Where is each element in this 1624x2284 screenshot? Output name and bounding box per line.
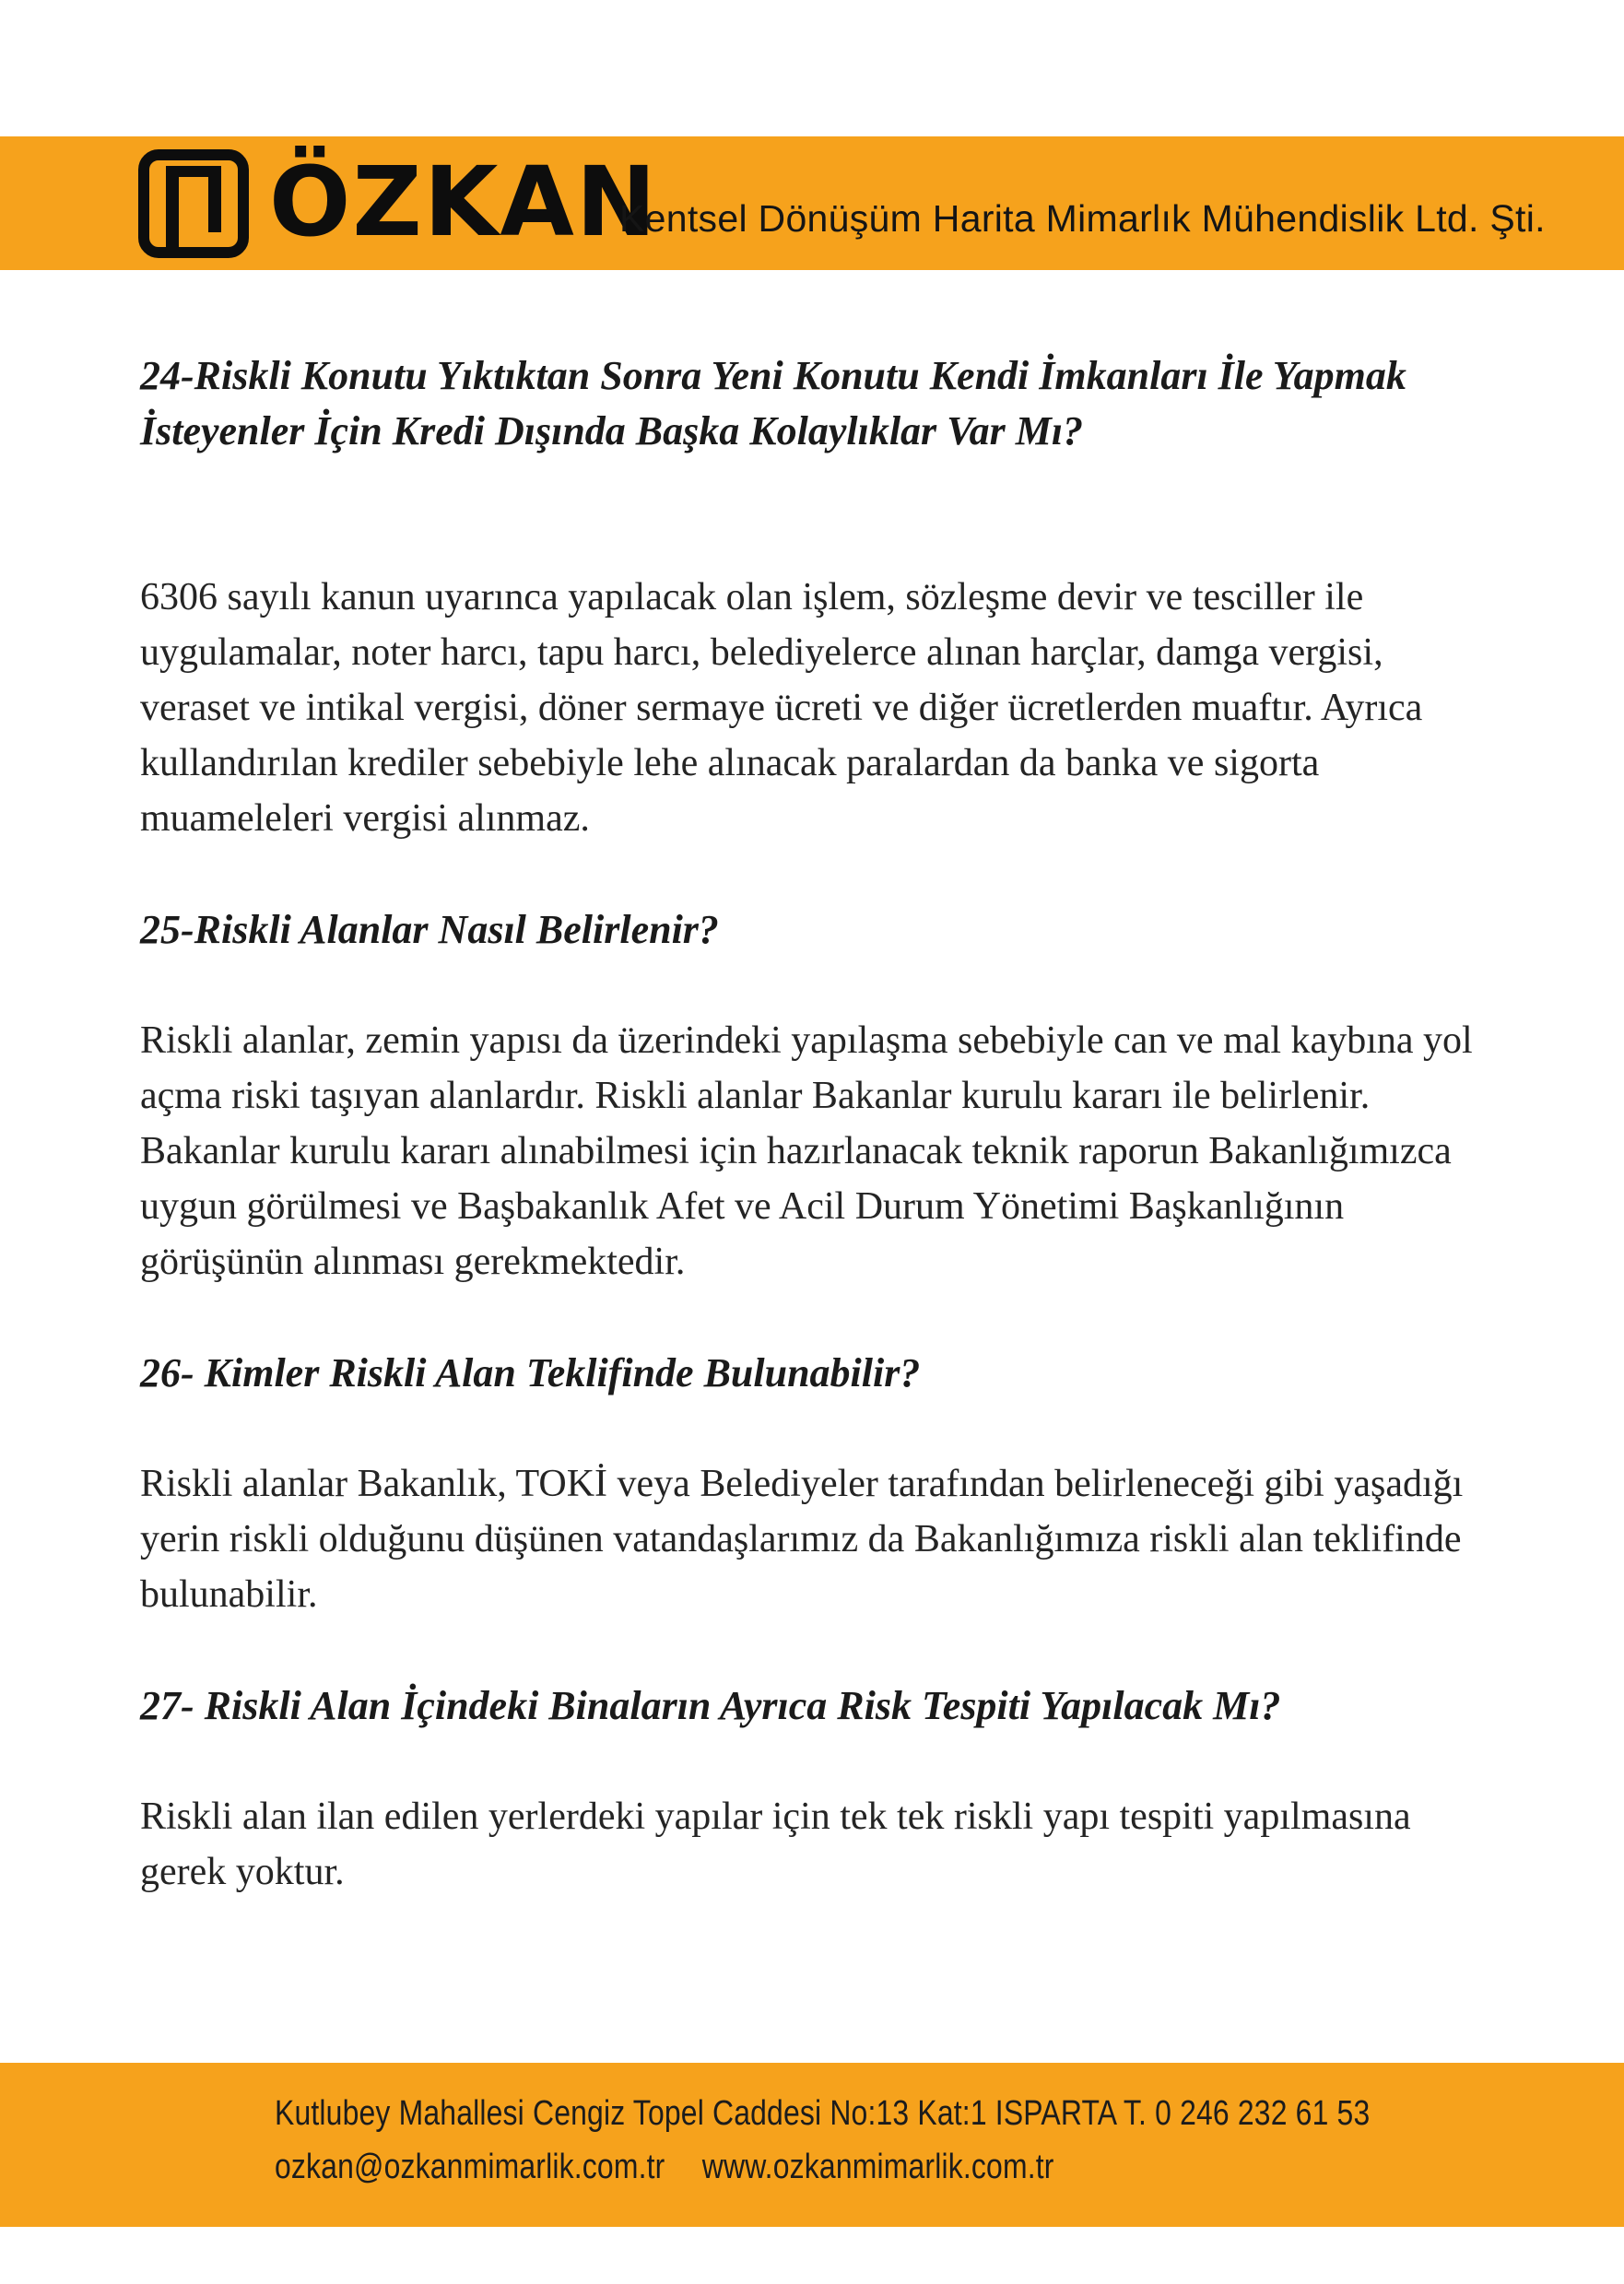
header-band [0, 136, 1624, 270]
footer-contact [275, 2144, 1054, 2190]
question-heading: 26- Kimler Riskli Alan Teklifinde Bulunabilir? [140, 1350, 921, 1395]
footer-band [0, 2063, 1624, 2227]
answer-paragraph: Riskli alanlar Bakanlık, TOKİ veya Belediyeler tarafından belirleneceği gibi yaşadığı yerin riskli olduğunu düşünen vatandaşlarımız da Bakanlığımıza riskli alan teklifinde bulunabilir. [140, 1463, 1464, 1616]
company-subtitle: Kentsel Dönüşüm Harita Mimarlık Mühendislik Ltd. Şti. [619, 197, 1546, 240]
qa-section-25 [140, 902, 1477, 1289]
footer-address: Kutlubey Mahallesi Cengiz Topel Caddesi No:13 Kat:1 ISPARTA T. 0 246 232 61 53 [275, 2094, 1371, 2133]
qa-section-26 [140, 1346, 1477, 1622]
footer-email[interactable]: ozkan@ozkanmimarlik.com.tr [275, 2148, 665, 2186]
qa-section-24 [140, 348, 1477, 846]
question-heading: 25-Riskli Alanlar Nasıl Belirlenir? [140, 907, 719, 952]
qa-section-27 [140, 1678, 1477, 1900]
question-heading: 27- Riskli Alan İçindeki Binaların Ayrıca Risk Tespiti Yapılacak Mı? [140, 1683, 1281, 1728]
brand-name: ÖZKAN [269, 146, 658, 258]
question-heading: 24-Riskli Konutu Yıktıktan Sonra Yeni Konutu Kendi İmkanları İle Yapmak İsteyenler İçin Kredi Dışında Başka Kolaylıklar Var Mı? [140, 353, 1406, 453]
answer-paragraph: 6306 sayılı kanun uyarınca yapılacak olan işlem, sözleşme devir ve tesciller ile uygulamalar, noter harcı, tapu harcı, belediyelerce alınan harçlar, damga vergisi, veraset ve intikal vergisi, döner sermaye ücreti ve diğer ücretlerden muaftır. Ayrıca kullandırılan krediler sebebiyle lehe alınacak paralardan da banka ve sigorta muameleleri vergisi alınmaz. [140, 576, 1423, 840]
footer-website[interactable]: www.ozkanmimarlik.com.tr [701, 2148, 1054, 2186]
document-body [140, 348, 1477, 1900]
building-frame-logo-icon [138, 149, 249, 258]
answer-paragraph: Riskli alanlar, zemin yapısı da üzerindeki yapılaşma sebebiyle can ve mal kaybına yol açma riski taşıyan alanlardır. Riskli alanlar Bakanlar kurulu kararı ile belirlenir. Bakanlar kurulu kararı alınabilmesi için hazırlanacak teknik raporun Bakanlığımızca uygun görülmesi ve Başbakanlık Afet ve Acil Durum Yönetimi Başkanlığının görüşünün alınması gerekmektedir. [140, 1019, 1473, 1283]
answer-paragraph: Riskli alan ilan edilen yerlerdeki yapılar için tek tek riskli yapı tespiti yapılmasına gerek yoktur. [140, 1795, 1411, 1893]
